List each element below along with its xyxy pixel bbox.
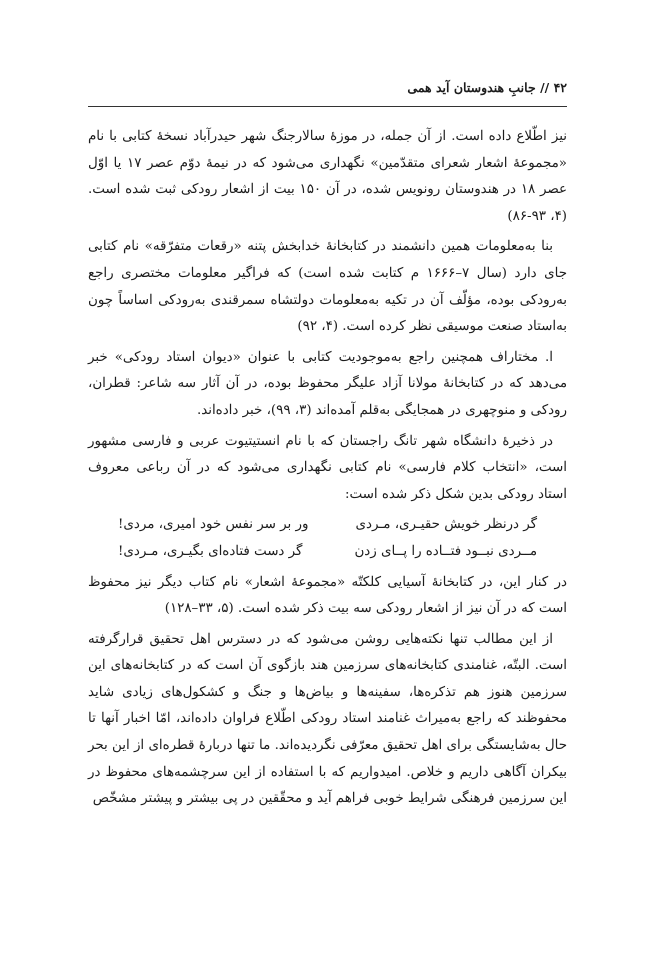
paragraph-2: بنا به‌معلومات همین دانشمند در کتابخانهٔ خدابخش پتنه «رقعات متفرّقه» نام کتابی جای دارد (سال ۷–۱۶۶۶ م کتابت شده است) که فراگیر معلومات مختصری راجع به‌رودکی بوده، مؤلّف آن در تکیه به‌معلومات دولتشاه سمرقندی به‌رودکی اساساً چون به‌استاد صنعت موسیقی نظر کرده است. (۴، ۹۲): [88, 239, 567, 335]
verse-line-1: [118, 512, 537, 539]
running-title: جانبِ هندوستان آید همی: [407, 80, 536, 95]
paragraph-3: ا. مختاراف همچنین راجع به‌موجودیت کتابی با عنوان «دیوان استاد رودکی» خبر می‌دهد که در کتابخانهٔ مولانا آزاد علیگر محفوظ بوده، در آن آثار سه شاعر: قطران، رودکی و منوچهری در همجایگی به‌قلم آمده‌اند (۳، ۹۹)، خبر داده‌اند.: [88, 349, 567, 418]
verse-1-right: گر درنظر خویش حقیـری، مـردی: [355, 517, 537, 533]
page-body: [88, 124, 567, 817]
verse-2-right: مــردی نبــود فتــاده را پــای زدن: [354, 543, 537, 559]
header-rule: [88, 106, 567, 107]
paragraph-1: نیز اطّلاع داده است. از آن جمله، در موزهٔ سالارجنگ شهر حیدرآباد نسخهٔ کتابی با نام «مجموعهٔ اشعار شعرای متقدّمین» نگهداری می‌شود که در نیمهٔ دوّم عصر ۱۷ یا اوّل عصر ۱۸ در هندوستان رونویس شده، در آن ۱۵۰ بیت از اشعار رودکی ثبت شده است. (۴، ۹۳-۸۶): [88, 129, 567, 224]
verse-line-2: [118, 539, 537, 566]
verse-1-left: ور بر سر نفس خود امیری، مردی!: [118, 517, 309, 533]
paragraph-5: در کنار این، در کتابخانهٔ آسیایی کلکتّه «مجموعهٔ اشعار» نام کتاب دیگر نیز محفوظ است که در آن نیز از اشعار رودکی سه بیت ذکر شده است. (۵، ۳۳–۱۲۸): [88, 574, 567, 617]
page-number: ۴۲: [553, 80, 567, 95]
paragraph-6: از این مطالب تنها نکته‌هایی روشن می‌شود که در دسترس اهل تحقیق قرارگرفته است. البتّه، غنامندی کتابخانه‌های سرزمین هند بازگوی آن است که در کتابخانه‌های این سرزمین هنوز هم تذکره‌ها، سفینه‌ها و بیاض‌ها و جنگ و کشکول‌های زیادی شاید محفوظند که راجع به‌میراث غنامند استاد رودکی اطّلاع فراوان داده‌اند، امّا اخبار آنها تا حال به‌شایستگی برای اهل تحقیق معرّفی نگردیده‌اند. ما تنها دربارهٔ قطره‌ای از این بحر بیکران آگاهی داریم و خلاص. امیدواریم که با استفاده از این سرچشمه‌های محفوظ در این سرزمین فرهنگی شرایط خوبی فراهم آید و محقّقین در پی بیشتر و پیشتر مشخّص: [88, 631, 567, 807]
header-separator: //: [540, 80, 550, 95]
running-header: [88, 80, 567, 104]
paragraph-4: در ذخیرهٔ دانشگاه شهر تانگ راجستان که با نام انستیتیوت عربی و فارسی مشهور است، «انتخاب کلام فارسی» نام کتابی نگهداری می‌شود که در آن رباعی معروف استاد رودکی بدین شکل ذکر شده است:: [88, 433, 567, 502]
verse-2-left: گر دست فتاده‌ای بگیـری، مـردی!: [118, 543, 303, 559]
